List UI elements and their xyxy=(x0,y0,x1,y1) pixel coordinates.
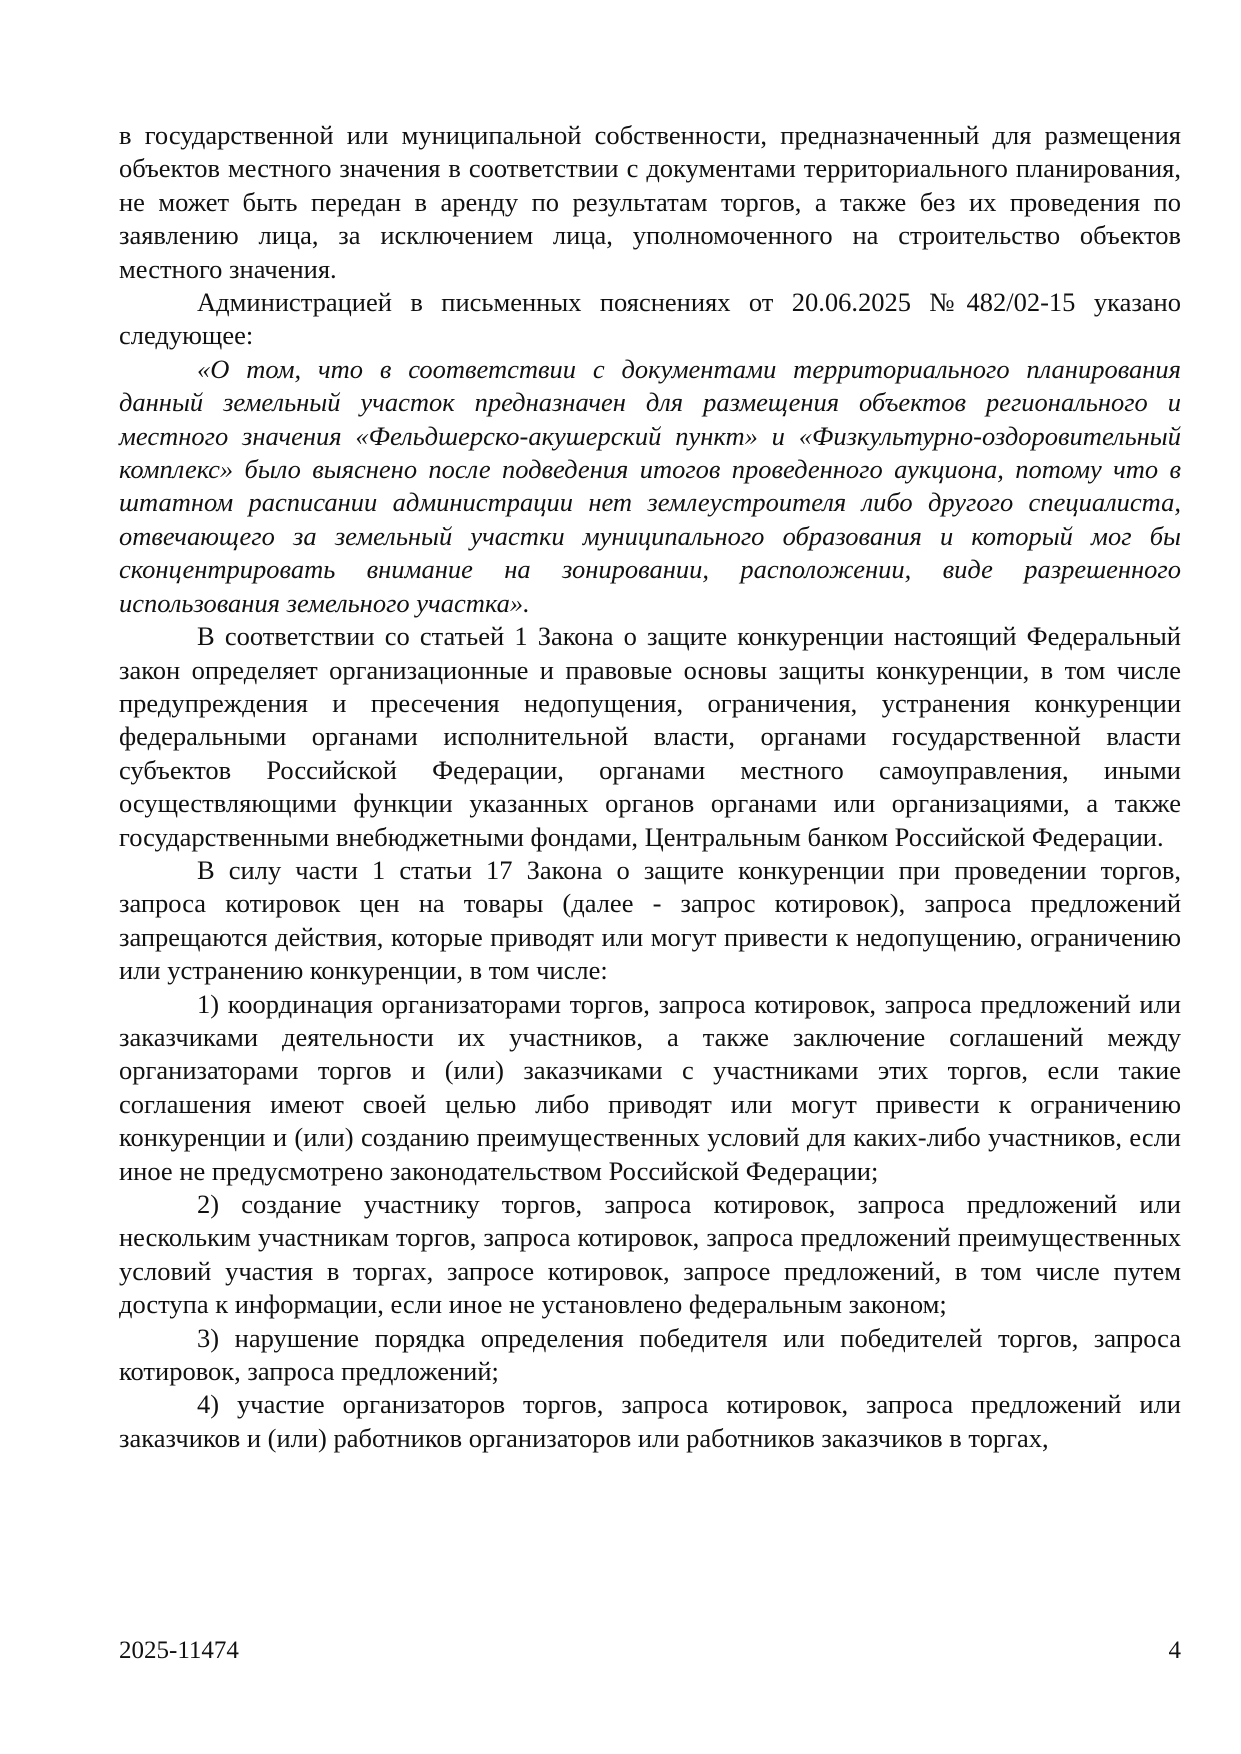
footer-case-number: 2025-11474 xyxy=(119,1637,239,1664)
paragraph-quote: «О том, что в соответствии с документами территориального планирования данный земельный участок предназначен для размещения объектов регионального и местного значения «Фельдшерско-акушерский пункт» и «Физкультурно-оздоровительный комплекс» было выяснено после подведения итогов проведенного аукциона, потому что в штатном расписании администрации нет землеустроителя либо другого специалиста, отвечающего за земельный участки муниципального образования и который мог бы сконцентрировать внимание на зонировании, расположении, виде разрешенного использования земельного участка». xyxy=(119,353,1181,618)
paragraph-continuation: в государственной или муниципальной собственности, предназначенный для размещения объектов местного значения в соответствии с документами территориального планирования, не может быть передан в аренду по результатам торгов, а также без их проведения по заявлению лица, за исключением лица, уполномоченного на строительство объектов местного значения. xyxy=(119,120,1181,284)
paragraph-article-17: В силу части 1 статьи 17 Закона о защите конкуренции при проведении торгов, запроса котировок цен на товары (далее - запрос котировок), запроса предложений запрещаются действия, которые приводят или могут привести к недопущению, ограничению или устранению конкуренции, в том числе: xyxy=(119,854,1181,986)
paragraph-article-1: В соответствии со статьей 1 Закона о защите конкуренции настоящий Федеральный закон определяет организационные и правовые основы защиты конкуренции, в том числе предупреждения и пресечения недопущения, ограничения, устранения конкуренции федеральными органами исполнительной власти, органами государственной власти субъектов Российской Федерации, органами местного самоуправления, иными осуществляющими функции указанных органов органами или организациями, а также государственными внебюджетными фондами, Центральным банком Российской Федерации. xyxy=(119,621,1181,852)
list-item-4: 4) участие организаторов торгов, запроса котировок, запроса предложений или заказчиков и (или) работников организаторов или работников заказчиков в торгах, xyxy=(119,1389,1181,1453)
list-item-2: 2) создание участнику торгов, запроса котировок, запроса предложений или нескольким участникам торгов, запроса котировок, запроса предложений преимущественных условий участия в торгах, запросе котировок, запросе предложений, в том числе путем доступа к информации, если иное не установлено федеральным законом; xyxy=(119,1189,1181,1320)
paragraph-administration-explanation: Администрацией в письменных пояснениях от 20.06.2025 №482/02-15 указано следующее: xyxy=(119,287,1181,351)
list-item-3: 3) нарушение порядка определения победителя или победителей торгов, запроса котировок, запроса предложений; xyxy=(119,1322,1181,1387)
document-body xyxy=(119,119,1181,1455)
list-item-1: 1) координация организаторами торгов, запроса котировок, запроса предложений или заказчиками деятельности их участников, а также заключение соглашений между организаторами торгов и (или) заказчиками с участниками этих торгов, если такие соглашения имеют своей целью либо приводят или могут привести к ограничению конкуренции и (или) созданию преимущественных условий для каких-либо участников, если иное не предусмотрено законодательством Российской Федерации; xyxy=(119,988,1181,1186)
footer-page-number: 4 xyxy=(1168,1637,1181,1664)
